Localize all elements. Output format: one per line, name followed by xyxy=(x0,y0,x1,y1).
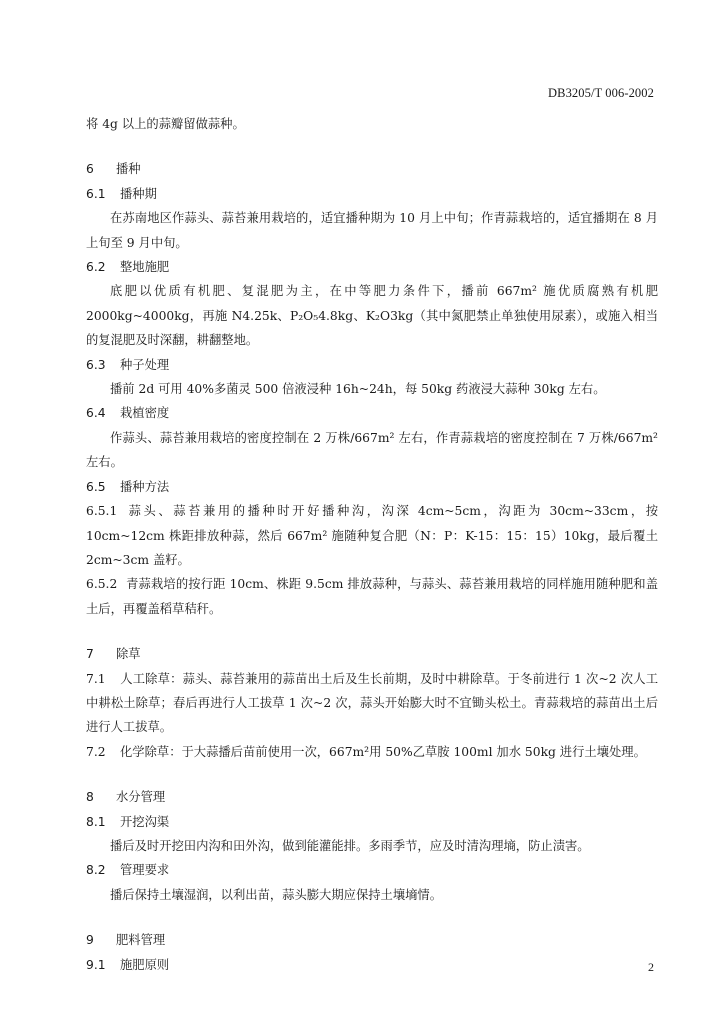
section-6-3-text: 播前 2d 可用 40%多菌灵 500 倍液浸种 16h~24h，每 50kg 药液浸大蒜种 30kg 左右。 xyxy=(110,382,606,397)
section-6-3-title: 种子处理 xyxy=(120,357,170,372)
section-6-5-2-number: 6.5.2 xyxy=(86,577,118,592)
section-9-1-title: 施肥原则 xyxy=(120,957,170,972)
section-6-4-number: 6.4 xyxy=(86,406,106,421)
section-6-5-1-item xyxy=(86,499,658,572)
section-7-1-item xyxy=(86,667,658,740)
intro-text: 将 4g 以上的蒜瓣留做蒜种。 xyxy=(86,117,245,131)
section-6-4-heading xyxy=(86,401,658,425)
page-number: 2 xyxy=(648,960,654,974)
section-6-5-number: 6.5 xyxy=(86,479,106,494)
section-9-1-heading xyxy=(86,953,658,977)
section-7-number: 7 xyxy=(86,647,94,662)
section-8-1-number: 8.1 xyxy=(86,814,106,829)
section-7-2-text: 化学除草：于大蒜播后苗前使用一次，667m²用 50%乙草胺 100ml 加水 50kg 进行土壤处理。 xyxy=(120,744,646,759)
section-6-3-number: 6.3 xyxy=(86,357,106,372)
section-6-3-heading xyxy=(86,353,658,377)
section-6-1-heading xyxy=(86,182,658,206)
section-7-heading xyxy=(86,642,658,666)
section-8-2-heading xyxy=(86,858,658,882)
section-6-title: 播种 xyxy=(116,162,141,177)
section-8-1-title: 开挖沟渠 xyxy=(120,814,170,829)
section-6-5-heading xyxy=(86,475,658,499)
section-9-heading xyxy=(86,928,658,952)
section-6-5-2-item xyxy=(86,572,658,621)
section-6-2-text: 底肥以优质有机肥、复混肥为主，在中等肥力条件下，播前 667m² 施优质腐熟有机肥 2000kg~4000kg，再施 N4.25k、P₂O₅4.8kg、K₂O3kg（其中氮肥禁止单独使用尿素），或施入相当的复混肥及时深翻，耕翻整地。 xyxy=(86,284,658,348)
section-6-2-heading xyxy=(86,255,658,279)
section-7-1-text: 人工除草：蒜头、蒜苔兼用的蒜苗出土后及生长前期，及时中耕除草。于冬前进行 1 次~2 次人工中耕松土除草；春后再进行人工拔草 1 次~2 次，蒜头开始膨大时不宜锄头松土。青蒜栽培的蒜苗出土后进行人工拔草。 xyxy=(86,671,658,735)
section-8-1-heading xyxy=(86,810,658,834)
section-9-title: 肥料管理 xyxy=(116,933,166,948)
section-8-heading xyxy=(86,785,658,809)
section-6-1-number: 6.1 xyxy=(86,186,106,201)
section-7-1-number: 7.1 xyxy=(86,671,106,686)
section-6-4-text: 作蒜头、蒜苔兼用栽培的密度控制在 2 万株/667m² 左右，作青蒜栽培的密度控制在 7 万株/667m² 左右。 xyxy=(86,430,658,470)
section-6-5-2-text: 青蒜栽培的按行距 10cm、株距 9.5cm 排放蒜种，与蒜头、蒜苔兼用栽培的同样施用随种肥和盖土后，再覆盖稻草秸秆。 xyxy=(86,577,658,616)
section-6-number: 6 xyxy=(86,162,94,177)
section-8-1-text: 播后及时开挖田内沟和田外沟，做到能灌能排。多雨季节，应及时清沟理墒，防止渍害。 xyxy=(110,838,590,853)
section-6-2-number: 6.2 xyxy=(86,260,106,275)
section-9-1-number: 9.1 xyxy=(86,957,106,972)
section-8-title: 水分管理 xyxy=(116,790,166,805)
document-code: DB3205/T 006-2002 xyxy=(548,86,654,100)
section-9-number: 9 xyxy=(86,933,94,948)
section-6-2-title: 整地施肥 xyxy=(120,260,170,275)
section-6-5-1-number: 6.5.1 xyxy=(86,504,118,519)
section-6-5-title: 播种方法 xyxy=(120,479,170,494)
section-6-1-title: 播种期 xyxy=(120,186,157,201)
section-6-5-1-text: 蒜头、蒜苔兼用的播种时开好播种沟，沟深 4cm~5cm，沟距为 30cm~33cm，按 10cm~12cm 株距排放种蒜，然后 667m² 施随种复合肥（N：P：K-15：15：15）10kg，最后覆土 2cm~3cm 盖籽。 xyxy=(86,504,658,567)
section-6-4-title: 栽植密度 xyxy=(120,406,170,421)
section-7-2-item xyxy=(86,740,658,764)
section-8-2-title: 管理要求 xyxy=(120,863,170,878)
section-8-number: 8 xyxy=(86,790,94,805)
document-body xyxy=(86,112,658,977)
section-8-2-text: 播后保持土壤湿润，以利出苗，蒜头膨大期应保持土壤墒情。 xyxy=(110,887,443,902)
section-8-2-number: 8.2 xyxy=(86,863,106,878)
section-7-2-number: 7.2 xyxy=(86,744,106,759)
section-7-title: 除草 xyxy=(116,647,141,662)
section-6-1-text: 在苏南地区作蒜头、蒜苔兼用栽培的，适宜播种期为 10 月上中旬；作青蒜栽培的，适宜播期在 8 月上旬至 9 月中旬。 xyxy=(86,211,658,250)
section-6-heading xyxy=(86,157,658,181)
